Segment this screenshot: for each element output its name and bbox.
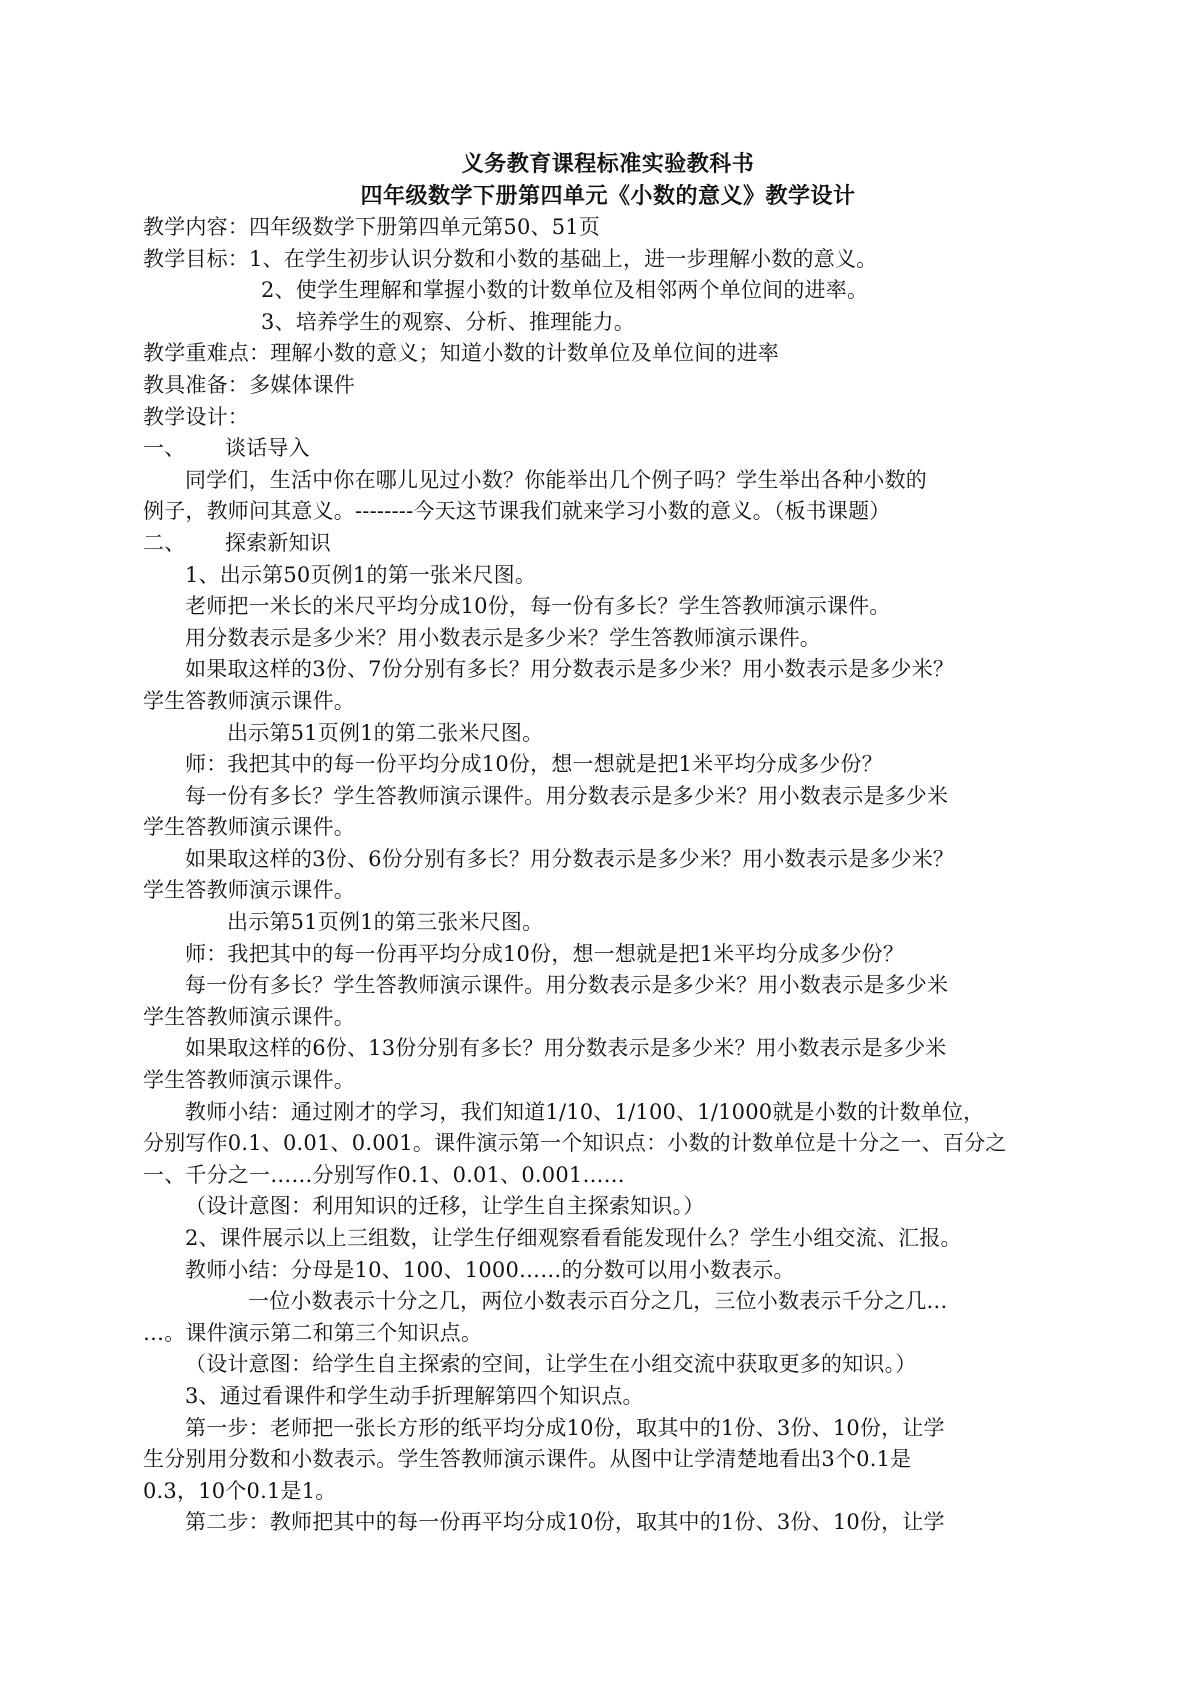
section-2-line: 学生答教师演示课件。 (143, 1004, 355, 1029)
section-1-paragraph-line: 同学们，生活中你在哪儿见过小数？你能举出几个例子吗？学生举出各种小数的 (185, 467, 927, 492)
materials: 教具准备：多媒体课件 (143, 372, 355, 397)
section-2-line: 如果取这样的3份、7份分别有多长？用分数表示是多少米？用小数表示是多少米？ (185, 657, 955, 682)
section-2-line: 如果取这样的3份、6份分别有多长？用分数表示是多少米？用小数表示是多少米？ (185, 846, 955, 871)
teaching-content: 教学内容：四年级数学下册第四单元第50、51页 (143, 215, 601, 239)
section-2-line: （设计意图：利用知识的迁移，让学生自主探索知识。） (185, 1194, 705, 1219)
section-2-line: 3、通过看课件和学生动手折理解第四个知识点。 (185, 1383, 644, 1408)
section-2-line: 教师小结：通过刚才的学习，我们知道1/10、1/100、1/1000就是小数的计数单位， (185, 1099, 985, 1124)
section-2-line: 0.3，10个0.1是1。 (143, 1478, 337, 1503)
section-2-line: 一位小数表示十分之几，两位小数表示百分之几，三位小数表示千分之几… (248, 1289, 948, 1314)
section-1-title: 谈话导入 (225, 436, 310, 461)
teaching-goal-1: 教学目标：1、在学生初步认识分数和小数的基础上，进一步理解小数的意义。 (143, 246, 878, 271)
section-2-line: 师：我把其中的每一份平均分成10份，想一想就是把1米平均分成多少份？ (185, 752, 883, 777)
document-title-line2: 四年级数学下册第四单元《小数的意义》教学设计 (360, 183, 856, 209)
key-points: 教学重难点：理解小数的意义；知道小数的计数单位及单位间的进率 (143, 341, 779, 366)
section-2-heading (143, 528, 1073, 560)
section-2-line: 师：我把其中的每一份再平均分成10份，想一想就是把1米平均分成多少份？ (185, 941, 905, 966)
section-2-line: 如果取这样的6份、13份分别有多长？用分数表示是多少米？用小数表示是多少米 (185, 1036, 947, 1061)
section-2-line: 生分别用分数和小数表示。学生答教师演示课件。从图中让学清楚地看出3个0.1是 (143, 1447, 912, 1472)
section-2-line: 老师把一米长的米尺平均分成10份，每一份有多长？学生答教师演示课件。 (185, 594, 891, 619)
section-2-line: 一、千分之一……分别写作0.1、0.01、0.001…… (143, 1162, 625, 1187)
section-2-line: 1、出示第50页例1的第一张米尺图。 (185, 562, 537, 587)
section-2-line: 第二步：教师把其中的每一份再平均分成10份，取其中的1份、3份、10份，让学 (185, 1510, 945, 1535)
section-2-line: 分别写作0.1、0.01、0.001。课件演示第一个知识点：小数的计数单位是十分之一、百分之 (143, 1131, 1007, 1156)
section-2-line: 第一步：老师把一张长方形的纸平均分成10份，取其中的1份、3份、10份，让学 (185, 1415, 945, 1440)
section-2-line: 学生答教师演示课件。 (143, 1068, 355, 1093)
section-2-line: 2、课件展示以上三组数，让学生仔细观察看看能发现什么？学生小组交流、汇报。 (185, 1226, 962, 1250)
design-label: 教学设计： (143, 404, 249, 429)
section-2-line: 学生答教师演示课件。 (143, 688, 355, 713)
section-2-line: 每一份有多长？学生答教师演示课件。用分数表示是多少米？用小数表示是多少米 (185, 973, 949, 998)
teaching-goal-3: 3、培养学生的观察、分析、推理能力。 (261, 309, 635, 334)
section-2-number: 二、 (143, 530, 186, 555)
section-2-title: 探索新知识 (225, 530, 331, 555)
section-2-line: （设计意图：给学生自主探索的空间，让学生在小组交流中获取更多的知识。） (185, 1352, 917, 1377)
section-1-heading (143, 433, 1073, 465)
section-2-line: 学生答教师演示课件。 (143, 878, 355, 903)
section-2-line: …。课件演示第二和第三个知识点。 (143, 1320, 483, 1345)
section-2-line: 用分数表示是多少米？用小数表示是多少米？学生答教师演示课件。 (185, 625, 821, 650)
section-2-line: 出示第51页例1的第二张米尺图。 (227, 720, 544, 745)
document-title-line1: 义务教育课程标准实验教科书 (461, 151, 755, 177)
section-2-line: 教师小结：分母是10、100、1000……的分数可以用小数表示。 (185, 1257, 795, 1282)
section-2-line: 学生答教师演示课件。 (143, 815, 355, 840)
section-2-line: 出示第51页例1的第三张米尺图。 (227, 910, 544, 935)
teaching-goal-2: 2、使学生理解和掌握小数的计数单位及相邻两个单位间的进率。 (261, 278, 869, 303)
section-1-paragraph-line: 例子，教师问其意义。--------今天这节课我们就来学习小数的意义。（板书课题） (143, 499, 891, 524)
section-2-line: 每一份有多长？学生答教师演示课件。用分数表示是多少米？用小数表示是多少米 (185, 783, 949, 808)
section-2-body (143, 560, 1073, 1539)
section-1-number: 一、 (143, 436, 186, 461)
